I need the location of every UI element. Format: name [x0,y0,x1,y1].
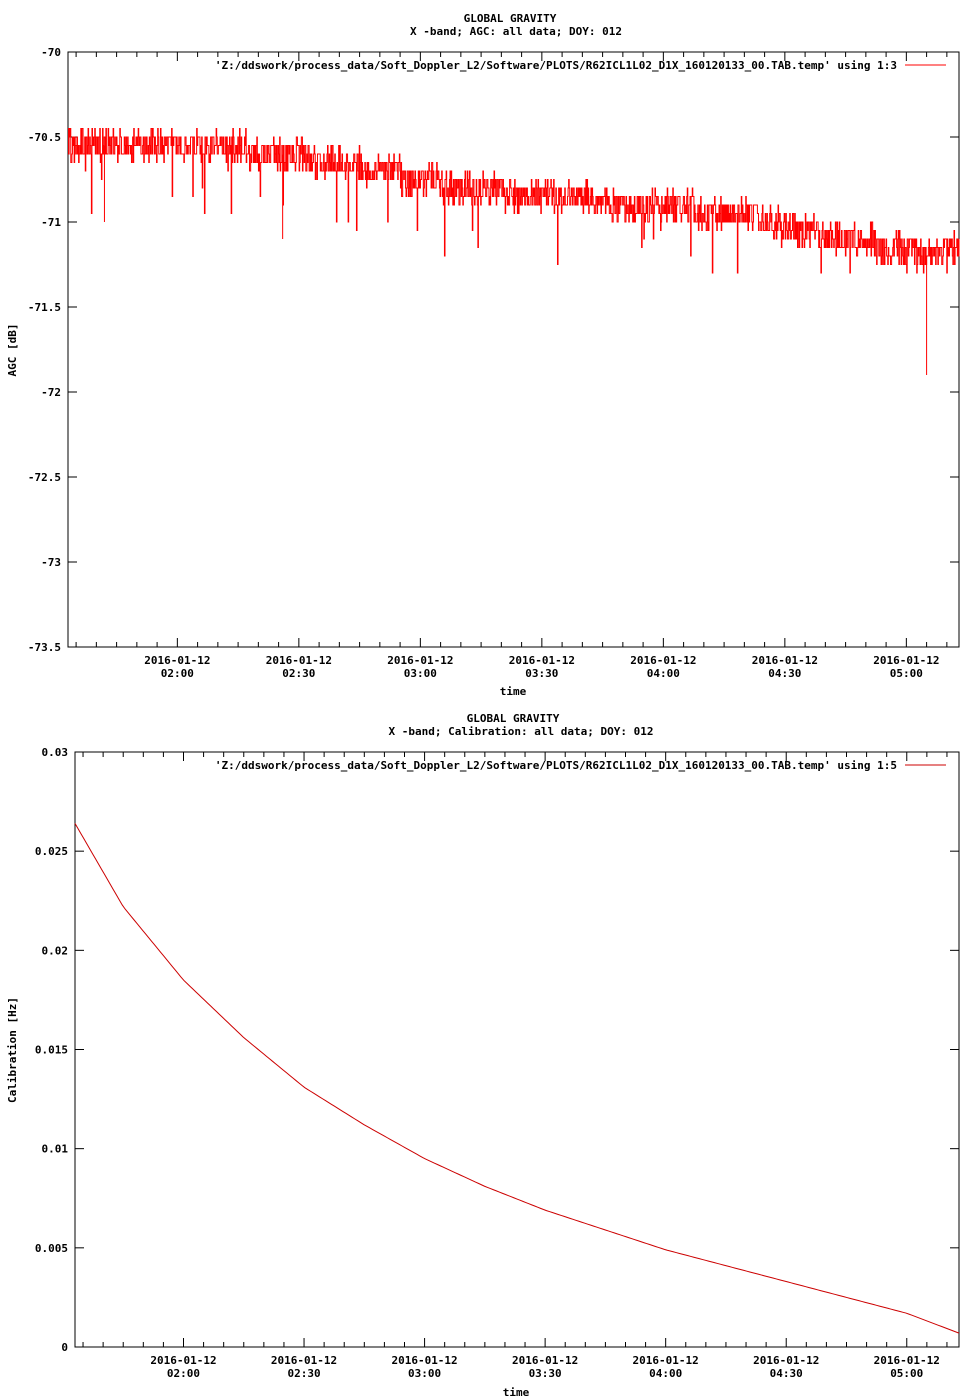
x-tick-time: 03:00 [408,1367,442,1380]
x-tick-date: 2016-01-12 [387,654,454,667]
y-tick-label: -71.5 [27,301,61,314]
x-axis-label: time [499,685,527,698]
chart-title: GLOBAL GRAVITY [466,712,560,725]
x-tick-time: 02:30 [287,1367,321,1380]
y-axis-label: Calibration [Hz] [6,997,19,1103]
x-tick-time: 04:30 [769,1367,803,1380]
y-tick-label: -70.5 [27,131,61,144]
x-tick-date: 2016-01-12 [270,1354,338,1367]
x-tick-time: 04:00 [646,667,680,680]
series-line [75,823,959,1333]
y-tick-label: 0.025 [34,845,68,859]
x-tick-date: 2016-01-12 [512,1354,579,1367]
legend-label: 'Z:/ddswork/process_data/Soft_Doppler_L2/Software/PLOTS/R62ICL1L02_D1X_160120133_00.TAB.temp' using 1:3 [214,59,897,72]
y-tick-label: 0 [61,1341,68,1354]
x-tick-date: 2016-01-12 [391,1354,458,1367]
plot-frame [75,752,959,1347]
x-tick-time: 05:00 [890,1367,924,1380]
x-tick-date: 2016-01-12 [873,654,940,667]
y-tick-label: 0.015 [34,1043,68,1057]
x-tick-date: 2016-01-12 [873,1354,940,1367]
x-tick-date: 2016-01-12 [751,654,818,667]
x-tick-time: 05:00 [889,667,923,680]
y-axis [35,746,959,1354]
y-tick-label: -71 [41,216,61,229]
legend [215,59,946,72]
x-tick-time: 02:30 [282,667,316,680]
x-tick-time: 03:30 [528,1367,562,1380]
x-tick-time: 04:00 [649,1367,683,1380]
x-axis-label: time [502,1386,530,1399]
x-tick-time: 02:00 [160,667,194,680]
x-tick-date: 2016-01-12 [508,654,575,667]
x-tick-time: 02:00 [166,1367,201,1380]
x-tick-date: 2016-01-12 [144,654,211,667]
series-line [68,129,959,376]
y-tick-label: 0.03 [41,746,68,759]
x-tick-date: 2016-01-12 [630,654,697,667]
data-series [68,129,959,376]
legend [215,759,946,772]
chart-subtitle: X -band; AGC: all data; DOY: 012 [410,25,622,38]
y-tick-label: 0.02 [41,944,68,958]
data-series [75,823,959,1333]
x-tick-date: 2016-01-12 [265,654,332,667]
chart-subtitle: X -band; Calibration: all data; DOY: 012 [388,725,654,738]
legend-label: 'Z:/ddswork/process_data/Soft_Doppler_L2/Software/PLOTS/R62ICL1L02_D1X_160120133_00.TAB.temp' using 1:5 [214,759,897,772]
calibration-chart [0,700,980,1400]
y-tick-label: 0.005 [34,1241,68,1255]
y-tick-label: -72 [41,386,61,399]
y-tick-label: -72.5 [27,471,61,484]
x-tick-time: 03:30 [525,667,559,680]
y-tick-label: -73.5 [27,641,61,654]
chart-title: GLOBAL GRAVITY [463,12,557,25]
x-tick-date: 2016-01-12 [753,1354,820,1367]
x-tick-time: 03:00 [403,667,437,680]
y-tick-label: -73 [41,556,61,569]
y-tick-label: 0.01 [41,1142,68,1156]
x-tick-date: 2016-01-12 [632,1354,699,1367]
x-tick-date: 2016-01-12 [150,1354,217,1367]
y-tick-label: -70 [41,46,61,59]
x-axis [83,752,947,1380]
y-axis-label: AGC [dB] [6,323,19,377]
x-tick-time: 04:30 [768,667,802,680]
